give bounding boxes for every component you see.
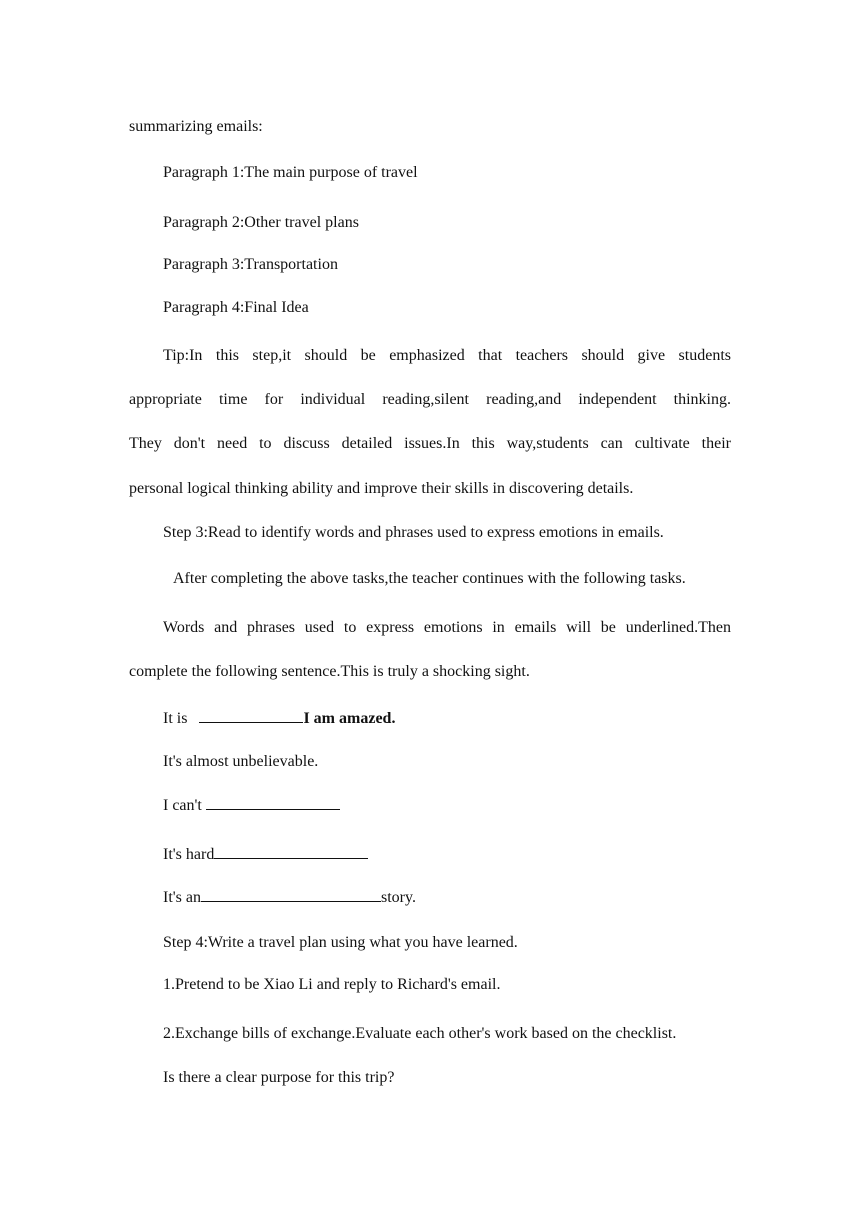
- paragraph-2-outline: Paragraph 2:Other travel plans: [163, 214, 359, 231]
- tip-line-2: appropriate time for individual reading,silent reading,and independent thinking.: [129, 391, 731, 408]
- answer-blank-2[interactable]: [206, 794, 340, 810]
- answer-blank-1[interactable]: [199, 707, 303, 723]
- checklist-question: Is there a clear purpose for this trip?: [163, 1069, 395, 1086]
- paragraph-1-outline: Paragraph 1:The main purpose of travel: [163, 164, 418, 181]
- paragraph-3-outline: Paragraph 3:Transportation: [163, 256, 338, 273]
- exercise-i-cant-label: I can't: [163, 797, 202, 814]
- exercise-hard: [163, 843, 368, 865]
- intro-text: summarizing emails:: [129, 118, 263, 135]
- tip-line-1: Tip:In this step,it should be emphasized that teachers should give students: [163, 347, 731, 364]
- exercise-story: story.: [380, 889, 416, 906]
- tip-line-3: They don't need to discuss detailed issues.In this way,students can cultivate their: [129, 435, 731, 452]
- answer-blank-4[interactable]: [201, 886, 381, 902]
- answer-blank-3[interactable]: [214, 843, 368, 859]
- step-3-heading: Step 3:Read to identify words and phrases used to express emotions in emails.: [163, 524, 664, 541]
- task-item-1: 1.Pretend to be Xiao Li and reply to Richard's email.: [163, 976, 501, 993]
- exercise-amazed: I am amazed.: [303, 710, 396, 727]
- exercise-i-cant: [163, 794, 340, 816]
- exercise-it-is: [163, 707, 395, 729]
- exercise-its-an-label: It's an: [163, 889, 201, 906]
- paragraph-4-outline: Paragraph 4:Final Idea: [163, 299, 309, 316]
- exercise-unbelievable: It's almost unbelievable.: [163, 753, 319, 770]
- task-item-2: 2.Exchange bills of exchange.Evaluate each other's work based on the checklist.: [163, 1025, 677, 1042]
- words-line-2: complete the following sentence.This is truly a shocking sight.: [129, 663, 530, 680]
- exercise-it-is-label: It is: [163, 710, 188, 727]
- words-line-1: Words and phrases used to express emotions in emails will be underlined.Then: [163, 619, 731, 636]
- step-4-heading: Step 4:Write a travel plan using what you have learned.: [163, 934, 518, 951]
- exercise-its-an: [163, 886, 416, 908]
- exercise-hard-label: It's hard: [163, 846, 215, 863]
- after-tasks-text: After completing the above tasks,the teacher continues with the following tasks.: [173, 570, 686, 587]
- tip-line-4: personal logical thinking ability and improve their skills in discovering details.: [129, 480, 634, 497]
